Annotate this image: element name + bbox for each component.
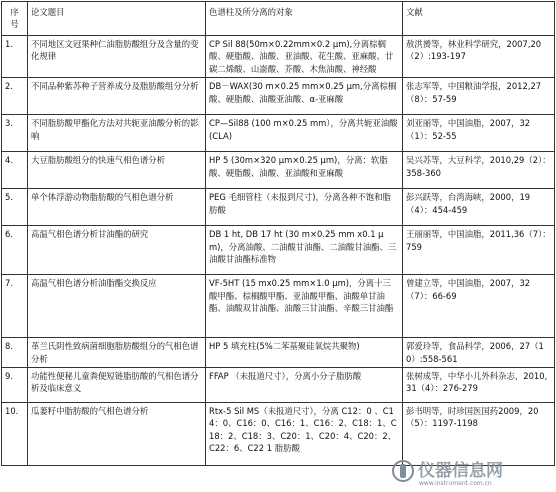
row-ref: 彭书明等，时珍国医国药2009，20（5）：1197-1198 — [403, 403, 555, 466]
row-title: 不同地区文冠果种仁油脂肪酸组分及含量的变化规律 — [28, 36, 206, 78]
row-method: HP 5 (30m×320 μm×0.25 μm)，分离：软脂酸、硬脂酸、油酸、亚油酸和亚麻酸 — [206, 152, 403, 189]
row-ref: 张树成等，中华小儿外科杂志，2010,31（4）：276-279 — [403, 368, 555, 403]
row-seq: 6. — [2, 226, 28, 275]
row-title: 不同脂肪酸甲酯化方法对共轭亚油酸分析的影响 — [28, 115, 206, 152]
table-row — [2, 338, 555, 368]
table-row — [2, 36, 555, 78]
row-title: 大豆脂肪酸组分的快速气相色谱分析 — [28, 152, 206, 189]
row-method: PEG 毛细管柱（未报到尺寸)，分离各种不饱和脂肪酸 — [206, 189, 403, 226]
row-method: CP Sil 88(50m×0.22mm×0.2 μm),分离棕榈酸、硬脂酸、油酸、亚油酸、花生酸、亚麻酸、廿碳二烯酸、山嵛酸、芥酸、木焦油酸、神经酸 — [206, 36, 403, 78]
row-seq: 8. — [2, 338, 28, 368]
row-method: FFAP （未报道尺寸），分离小分子脂肪酸 — [206, 368, 403, 403]
row-title: 瓜蒌籽中脂肪酸的气相色谱分析 — [28, 403, 206, 466]
header-seq — [2, 2, 28, 36]
row-ref: 刘亚丽等，中国油脂，2007，32（1）：52-55 — [403, 115, 555, 152]
row-method: Rtx-5 Sil MS（未报道尺寸），分离 C12：0 、C14：0、C16：0、C16：1、C16：2、C18：1、C18：2、C18：3、C20：1、C20：4、C20：2、C22：6、C22 1 脂肪酸 — [206, 403, 403, 466]
row-method: DB－WAX(30 m×0.25 mm×0.25 μm,分离棕榈酸、硬脂酸、油酸亚油酸、α-亚麻酸 — [206, 78, 403, 115]
row-title: 不同品种紫苏种子营养成分及脂肪酸组分分析 — [28, 78, 206, 115]
row-seq: 7. — [2, 275, 28, 338]
row-ref: 郭爱玲等，食品科学，2006，27（10）:558-561 — [403, 338, 555, 368]
row-seq: 9. — [2, 368, 28, 403]
row-method: VF-5HT (15 mx0.25 mm×1.0 μm)，分离十三酸甲酯、棕榈酸甲酯、亚油酸甲酯、油酸单甘油酯、油酸双甘油酯、油酸三甘油酯、辛酸三甘油酯 — [206, 275, 403, 338]
row-title: 单个体浮游动物脂肪酸的气相色谱分析 — [28, 189, 206, 226]
row-method: HP 5 填充柱(5%二苯基聚硅氧烷共聚物) — [206, 338, 403, 368]
row-ref: 敖洪赟等，林业科学研究，2007,20（2）:193-197 — [403, 36, 555, 78]
row-ref: 彭兴跃等，台湾海峡，2000，19（4）：454-459 — [403, 189, 555, 226]
header-seq-text: 序 号 — [10, 7, 19, 29]
row-seq: 4. — [2, 152, 28, 189]
row-title: 高温气相色谱分析油脂酯交换反应 — [28, 275, 206, 338]
row-title: 高温气相色谱分析甘油酯的研究 — [28, 226, 206, 275]
table-row — [2, 275, 555, 338]
header-title: 论文题目 — [28, 2, 206, 36]
row-seq: 10. — [2, 403, 28, 466]
row-title: 革兰氏阴性致病菌细胞脂肪酸组分的气相色谱分析 — [28, 338, 206, 368]
watermark-subtext: www.instrument.com.cn — [419, 480, 492, 487]
table-row — [2, 152, 555, 189]
table-row — [2, 226, 555, 275]
row-ref: 曾建立等，中国油脂，2007，32（7）：66-69 — [403, 275, 555, 338]
row-method: CP—Sil88 (100 m×0.25 mm），分离共轭亚油酸(CLA) — [206, 115, 403, 152]
table-row — [2, 189, 555, 226]
row-seq: 5. — [2, 189, 28, 226]
header-method: 色谱柱及所分离的对象 — [206, 2, 403, 36]
row-ref: 王丽丽等，中国油脂，2011,36（7）：759 — [403, 226, 555, 275]
row-ref: 吴兴苏等，大豆科学，2010,29（2）：358-360 — [403, 152, 555, 189]
watermark-text: 仪器信息网 — [418, 461, 503, 481]
table-row — [2, 368, 555, 403]
table-header-row — [2, 2, 555, 36]
row-method: DB 1 ht, DB 17 ht (30 m×0.25 mm x0.1 μm)，分离油酸、二油酸甘油酯、二油酸甘油酯、三油酸甘油酯标准物 — [206, 226, 403, 275]
table-row — [2, 115, 555, 152]
header-ref: 文献 — [403, 2, 555, 36]
row-ref: 张志军等，中国粮油学报，2012,27（8）：57-59 — [403, 78, 555, 115]
row-title: 功能性便秘儿童粪便短链脂肪酸的气相色谱分析及临床意义 — [28, 368, 206, 403]
watermark-icon — [393, 461, 413, 481]
row-seq: 3. — [2, 115, 28, 152]
row-seq: 1. — [2, 36, 28, 78]
table-row — [2, 78, 555, 115]
row-seq: 2. — [2, 78, 28, 115]
literature-table — [1, 1, 555, 466]
watermark-logo — [390, 457, 550, 487]
